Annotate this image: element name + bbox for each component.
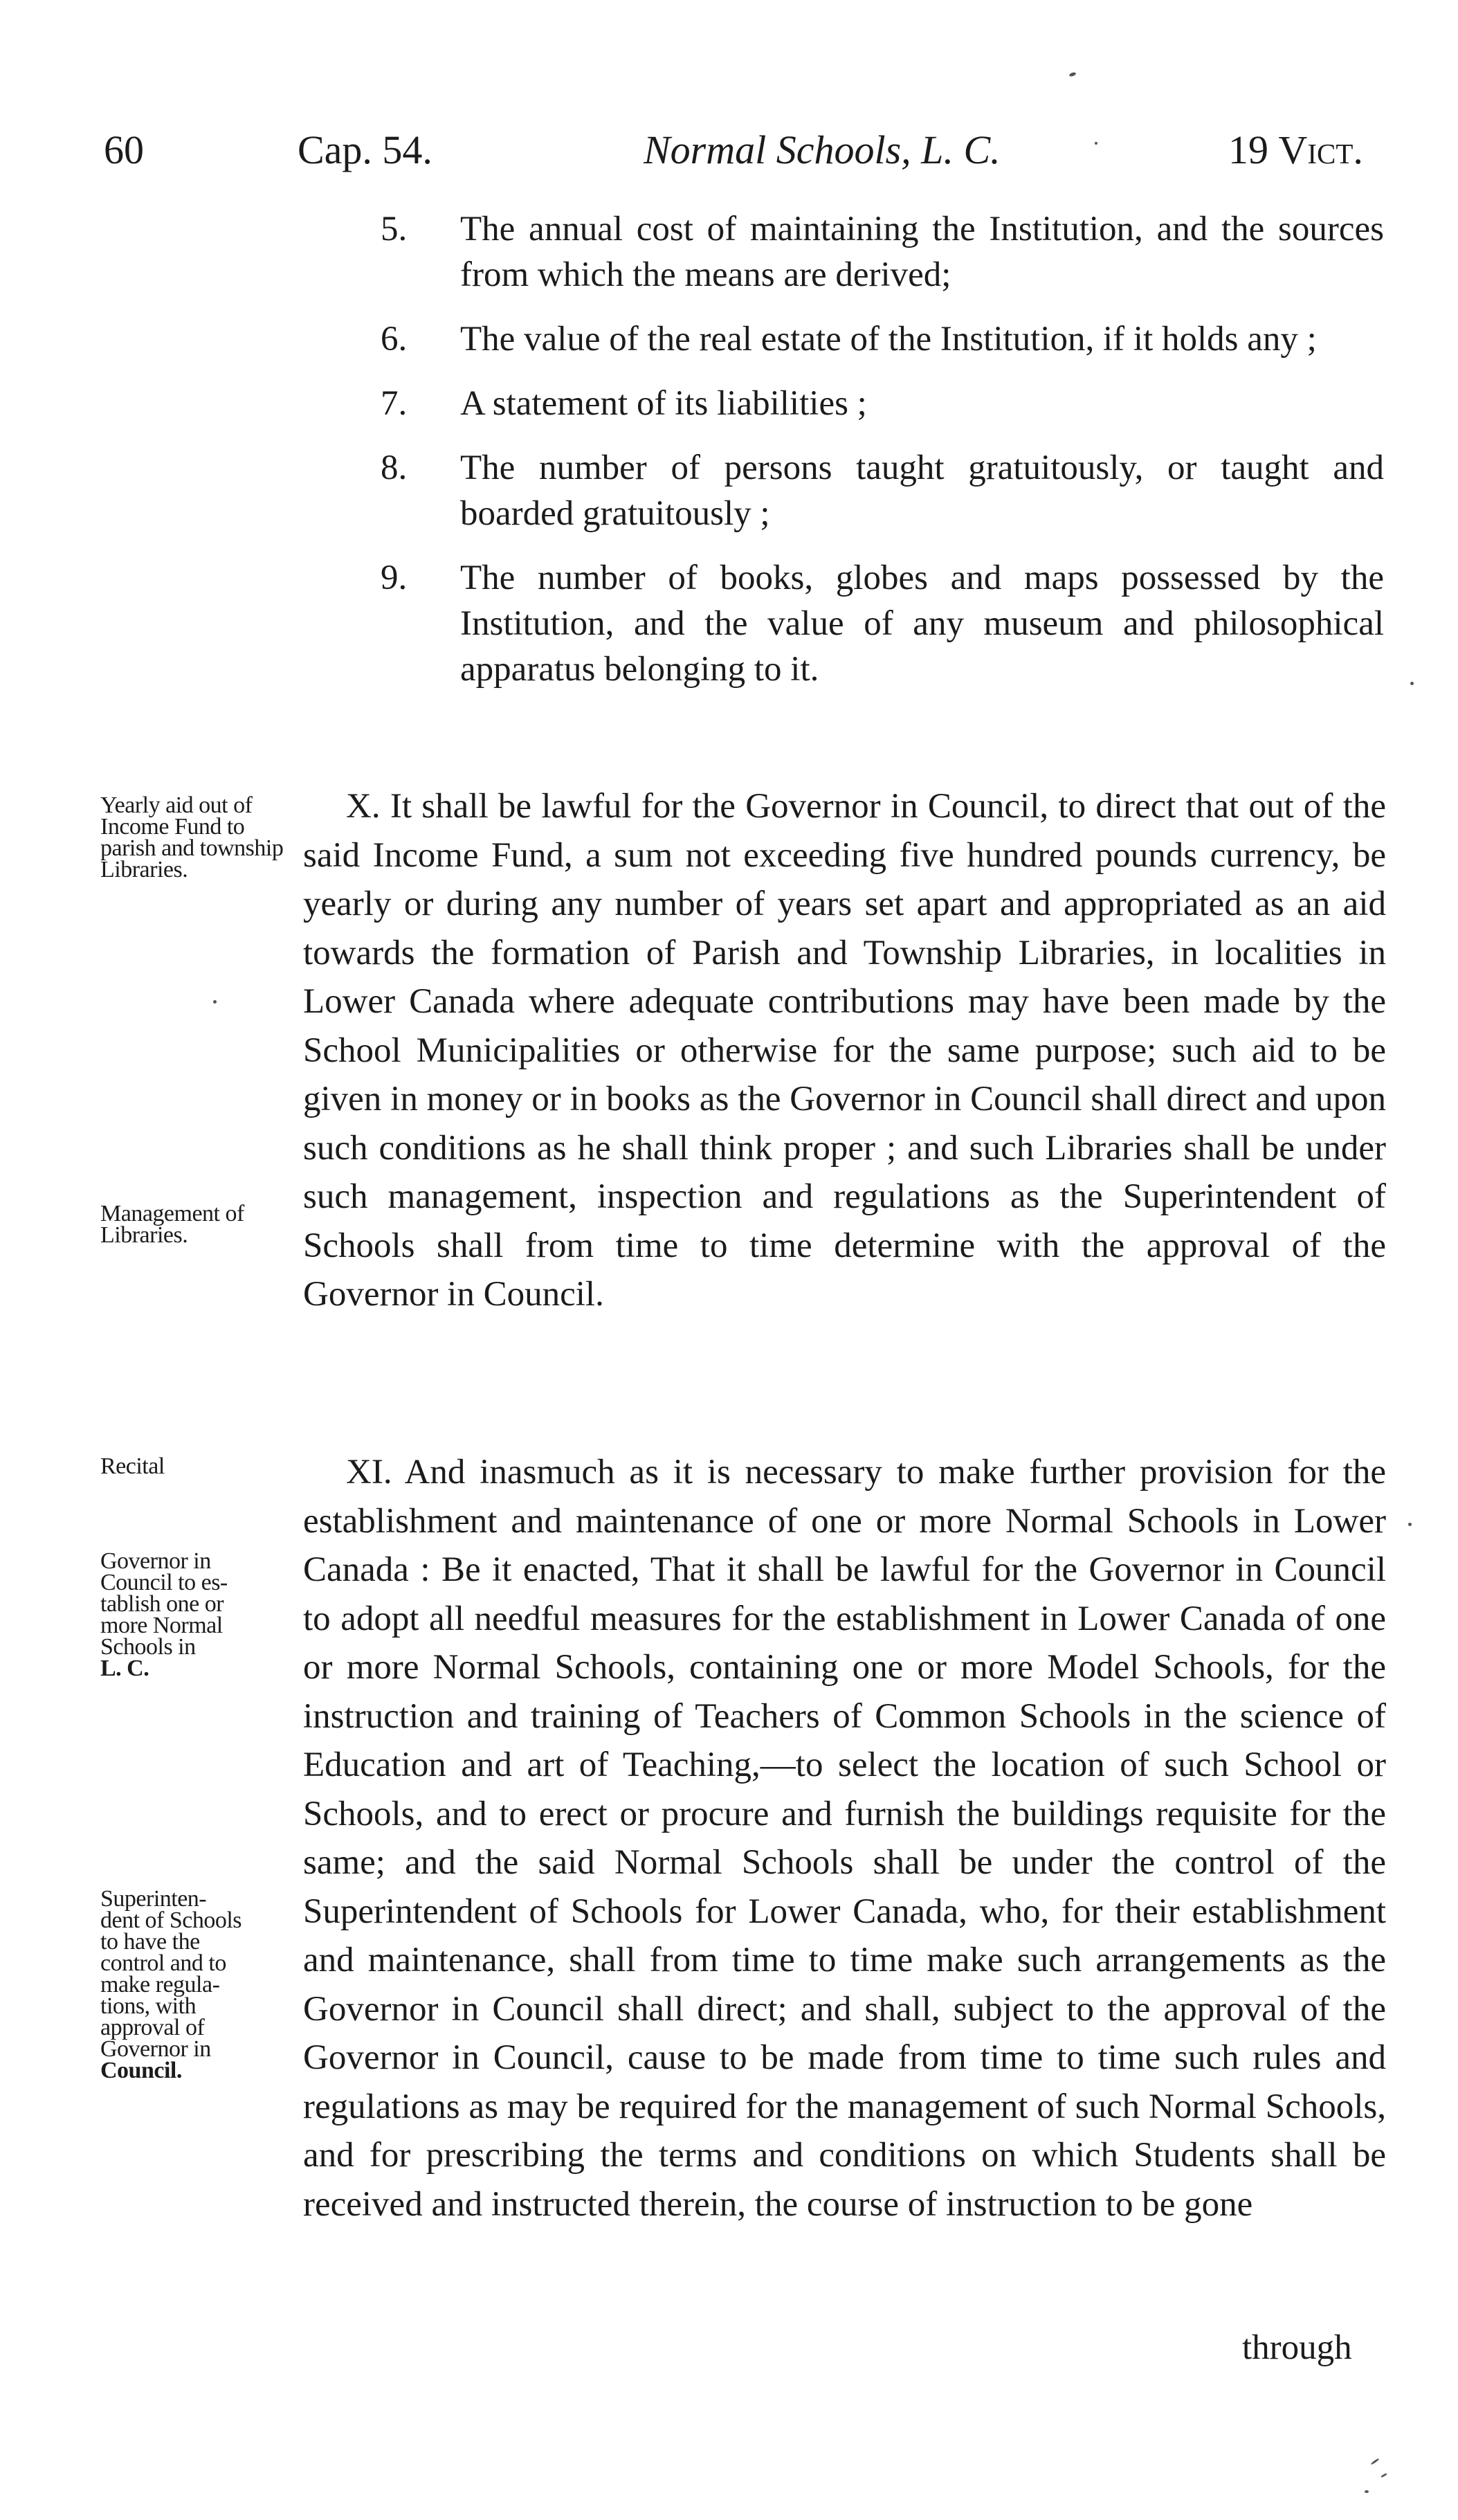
list-item-text: The value of the real estate of the Institution, if it holds any ;	[460, 320, 1317, 359]
section-xi-paragraph: XI. And inasmuch as it is necessary to make further provision for the establishment and maintenance of one or more Normal Schools in Lower Canada : Be it enacted, That it shall be lawful for the Governor in Council to adopt all needful measures for the establishment in Lower Canada of one or more Normal Schools, containing one or more Model Schools, for the instruction and training of Teachers of Common Schools in the science of Education and art of Teaching,—to select the location of such School or Schools, and to erect or procure and furnish the buildings requisite for the same; and the said Normal Schools shall be under the control of the Superintendent of Schools for Lower Canada, who, for their establishment and maintenance, shall from time to time make such arrangements as the Governor in Council shall direct; and shall, subject to the approval of the Governor in Council, cause to be made from time to time such rules and regulations as may be required for the management of such Normal Schools, and for prescribing the terms and conditions on which Students shall be received and instructed therein, the course of instruction to be gone	[303, 1453, 1386, 2224]
chapter-label: Cap. 54.	[298, 127, 432, 172]
margin-note-line: approval of	[100, 2015, 205, 2040]
regnal-year-word: Vict.	[1278, 127, 1363, 172]
list-item-text: A statement of its liabilities ;	[460, 384, 867, 423]
regnal-year	[1228, 126, 1363, 174]
margin-note-line: control and to	[100, 1950, 226, 1976]
list-item	[381, 555, 1384, 692]
margin-note-line: dent of Schools	[100, 1907, 242, 1933]
section-x-paragraph: X. It shall be lawful for the Governor in Council, to direct that out of the said Income Fund, a sum not exceeding five hundred pounds currency, be yearly or during any number of years set apart and appropriated as an aid towards the formation of Parish and Township Libraries, in localities in Lower Canada where adequate contributions may have been made by the School Municipalities or otherwise for the same purpose; such aid to be given in money or in books as the Governor in Council shall direct and upon such conditions as he shall think proper ; and such Libraries shall be under such management, inspection and regulations as the Superintendent of Schools shall from time to time determine with the approval of the Governor in Council.	[303, 787, 1386, 1314]
margin-note-yearly-aid: Yearly aid out of Income Fund to parish and township Libraries.	[100, 792, 284, 882]
regnal-year-number: 19	[1228, 127, 1268, 172]
margin-note-line: L. C.	[100, 1656, 149, 1681]
scan-speck	[1370, 2458, 1379, 2465]
margin-note-governor-in-council	[100, 1550, 301, 1679]
margin-note-line: Governor in	[100, 2036, 211, 2062]
margin-note-line: Council.	[100, 2058, 182, 2083]
margin-note-line: Schools in	[100, 1634, 196, 1660]
margin-note-line: Superinten-	[100, 1886, 207, 1912]
list-item	[381, 316, 1384, 362]
list-item-text: The number of books, globes and maps possessed by the Institution, and the value of any museum and philosophical apparatus belonging to it.	[460, 559, 1384, 689]
numbered-list	[381, 206, 1384, 711]
list-item-number: 8.	[381, 448, 408, 487]
margin-note-line: tablish one or	[100, 1591, 224, 1617]
scan-speck	[1095, 142, 1097, 145]
margin-note-recital: Recital	[100, 1453, 165, 1479]
catchword: through	[1242, 2328, 1352, 2367]
list-item-number: 7.	[381, 384, 408, 423]
margin-note-superintendent	[100, 1888, 301, 2081]
running-title: Normal Schools, L. C.	[644, 127, 1001, 172]
scan-speck	[1380, 2473, 1387, 2478]
margin-note-line: more Normal	[100, 1613, 223, 1638]
list-item	[381, 381, 1384, 426]
page-number: 60	[104, 127, 144, 172]
list-item-number: 5.	[381, 210, 408, 248]
scan-speck	[213, 1000, 217, 1004]
scan-speck	[1365, 2490, 1369, 2493]
margin-note-management: Management of Libraries.	[100, 1201, 244, 1248]
scan-speck	[1408, 1523, 1412, 1526]
scan-speck	[1068, 71, 1076, 77]
list-item	[381, 206, 1384, 298]
list-item	[381, 445, 1384, 536]
margin-note-line: tions, with	[100, 1993, 197, 2019]
list-item-number: 6.	[381, 320, 408, 359]
margin-note-line: make regula-	[100, 1972, 220, 1997]
margin-note-line: to have the	[100, 1929, 200, 1955]
margin-note-line: Governor in	[100, 1548, 211, 1574]
list-item-text: The annual cost of maintaining the Institution, and the sources from which the means are derived;	[460, 210, 1384, 294]
list-item-number: 9.	[381, 559, 408, 597]
list-item-text: The number of persons taught gratuitously, or taught and boarded gratuitously ;	[460, 448, 1384, 533]
margin-note-line: Council to es-	[100, 1570, 228, 1595]
scan-speck	[1410, 682, 1414, 685]
